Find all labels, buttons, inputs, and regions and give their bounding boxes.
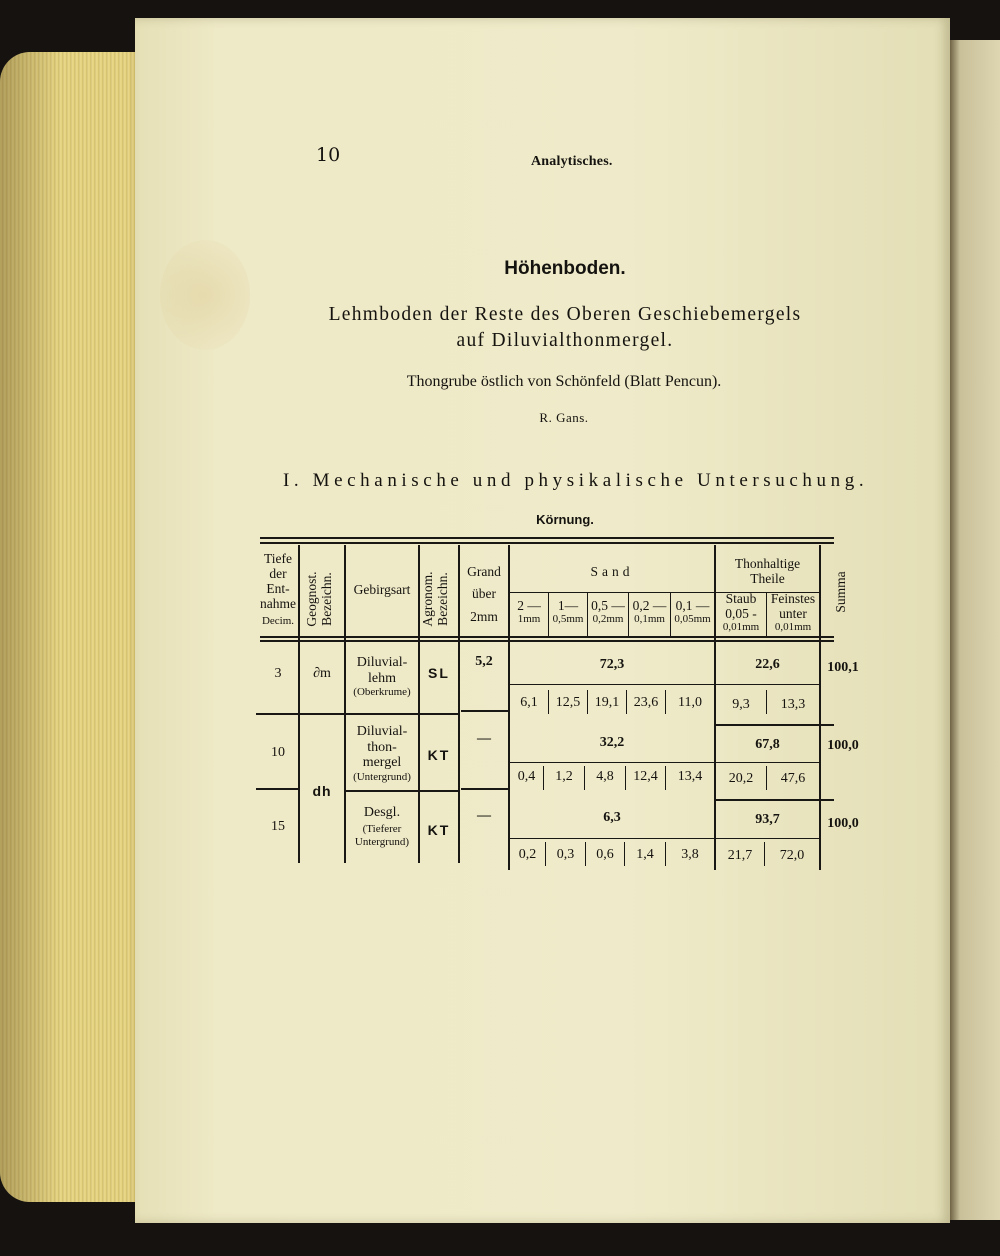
header-feinstes — [767, 591, 819, 634]
cell-tiefe: 3 — [274, 666, 282, 681]
header-sand-sub-line: 1mm — [517, 613, 541, 626]
cell-gebirgsart-line: Desgl. — [363, 805, 401, 820]
header-sand-2-1 — [510, 598, 548, 625]
header-sand-sub-line: 0,2 — — [632, 598, 667, 613]
cell-staub: 20,2 — [728, 771, 754, 786]
header-grand-line: Grand — [467, 564, 501, 579]
cell-sand: 13,4 — [677, 769, 703, 784]
cell-gebirgsart — [346, 724, 418, 783]
cell-staub: 21,7 — [727, 848, 753, 863]
header-feinstes-line: Feinstes — [770, 591, 816, 606]
cell-gebirgsart-line: Diluvial- — [356, 724, 408, 739]
header-sand-sub-line: 2 — — [517, 598, 541, 613]
cell-thon-total: 22,6 — [755, 657, 780, 672]
page-edge-shadow — [0, 52, 150, 1202]
cell-sand: 1,2 — [555, 769, 573, 784]
cell-sand: 11,0 — [678, 695, 702, 710]
cell-feinstes: 47,6 — [780, 771, 806, 786]
header-sand-sub-line: 1— — [557, 598, 579, 613]
header-agronom-line: Agronom. — [420, 571, 435, 627]
header-geognost-line: Geognost. — [304, 571, 319, 627]
header-agronom-line: Bezeichn. — [434, 572, 450, 626]
subtitle-line-1: Lehmboden der Reste des Oberen Geschiebemergels — [328, 304, 802, 325]
cell-sand: 6,1 — [520, 695, 538, 710]
cell-thon-total: 67,8 — [755, 737, 780, 752]
header-sand-sub-line: 0,05mm — [674, 613, 711, 626]
cell-tiefe: 15 — [271, 819, 285, 834]
header-sand: Sand — [590, 564, 634, 579]
header-summa: Summa — [833, 571, 848, 613]
header-sand-sub-line: 0,1 — — [675, 598, 710, 613]
cell-gebirgsart-note: (Oberkrume) — [353, 686, 411, 699]
cell-agronom: KT — [427, 822, 451, 838]
cell-feinstes: 13,3 — [780, 697, 806, 712]
header-agronom — [421, 559, 455, 639]
cell-agronom: KT — [427, 747, 451, 763]
cell-gebirgsart-note: (Untergrund) — [353, 771, 411, 784]
table-caption: Körnung. — [536, 512, 594, 527]
header-tiefe-line: nahme — [260, 596, 296, 612]
cell-sand: 4,8 — [596, 769, 614, 784]
cell-sand-total: 6,3 — [603, 810, 621, 825]
header-sand-sub-line: 0,5mm — [552, 613, 584, 626]
cell-geognost: dh — [312, 783, 332, 799]
header-tiefe-line: Tiefe — [263, 551, 292, 566]
sample-location: Thongrube östlich von Schönfeld (Blatt Pencun). — [406, 373, 722, 390]
header-sand-sub-line: 0,2mm — [592, 613, 624, 626]
header-staub-line: 0,05 - — [725, 606, 757, 622]
cell-sand: 23,6 — [633, 695, 659, 710]
header-geognost-line: Bezeichn. — [318, 572, 334, 626]
cell-sand: 3,8 — [681, 847, 699, 862]
header-staub-line: 0,01mm — [722, 621, 760, 634]
header-sand-sub-line: 0,1mm — [634, 613, 665, 626]
cell-feinstes: 72,0 — [779, 848, 805, 863]
cell-sand-total: 32,2 — [599, 735, 625, 750]
section-heading: I. Mechanische und physikalische Untersuchung. — [283, 470, 869, 491]
header-feinstes-line: 0,01mm — [774, 621, 812, 634]
running-head: Analytisches. — [531, 154, 613, 169]
cell-grand: — — [477, 808, 491, 823]
cell-sand: 1,4 — [636, 847, 654, 862]
cell-sand: 0,6 — [596, 847, 614, 862]
header-grand-line: über — [472, 586, 496, 602]
cell-gebirgsart-line: lehm — [368, 670, 396, 686]
cell-gebirgsart-line: mergel — [362, 755, 402, 771]
header-tiefe-line: der — [269, 566, 287, 582]
header-grand-line: 2mm — [470, 608, 498, 624]
header-gebirgsart: Gebirgsart — [353, 582, 411, 597]
header-tiefe-line: Ent- — [266, 581, 290, 597]
header-sand-sub-line: 0,5 — — [591, 598, 625, 613]
header-tiefe-unit: Decim. — [261, 615, 295, 628]
header-sand-05-02 — [588, 598, 628, 625]
header-staub — [716, 591, 766, 634]
cell-sand: 19,1 — [594, 695, 620, 710]
header-feinstes-line: unter — [779, 606, 807, 622]
cell-grand: 5,2 — [475, 654, 493, 669]
header-thonhaltige — [716, 556, 819, 586]
cell-summa: 100,1 — [827, 660, 859, 675]
subtitle-line-2: auf Diluvialthonmergel. — [456, 330, 674, 351]
cell-sand: 0,3 — [556, 847, 575, 862]
cell-grand: — — [477, 731, 491, 746]
cell-sand: 12,5 — [555, 695, 581, 710]
cell-sand: 0,4 — [517, 769, 536, 784]
header-thon-line: Theile — [750, 571, 785, 587]
page-number: 10 — [316, 144, 341, 166]
cell-gebirgsart-line: thon- — [367, 739, 397, 755]
header-tiefe — [258, 551, 298, 628]
header-geognost — [305, 559, 339, 639]
cell-staub: 9,3 — [732, 697, 750, 712]
header-sand-02-01 — [629, 598, 670, 625]
cell-gebirgsart — [346, 805, 418, 849]
cell-agronom: SL — [428, 665, 450, 681]
header-sand-01-005 — [671, 598, 714, 625]
header-sand-1-05 — [549, 598, 587, 625]
cell-gebirgsart-line: Diluvial- — [356, 655, 408, 670]
cell-sand: 12,4 — [633, 769, 658, 784]
author: R. Gans. — [539, 410, 589, 425]
cell-summa: 100,0 — [827, 816, 859, 831]
cell-sand: 0,2 — [518, 847, 537, 862]
cell-sand-total: 72,3 — [599, 657, 625, 672]
header-staub-line: Staub — [725, 591, 757, 606]
header-grand — [460, 561, 508, 628]
cell-gebirgsart — [346, 655, 418, 699]
cell-thon-total: 93,7 — [755, 812, 780, 827]
cell-gebirgsart-note: (Tieferer Untergrund) — [354, 822, 410, 848]
facing-page-edge — [950, 40, 1000, 1220]
header-thon-line: Thonhaltige — [734, 556, 801, 571]
cell-tiefe: 10 — [271, 745, 285, 760]
page-title: Höhenboden. — [504, 258, 626, 279]
cell-geognost: ∂m — [313, 666, 331, 681]
cell-summa: 100,0 — [827, 738, 859, 753]
